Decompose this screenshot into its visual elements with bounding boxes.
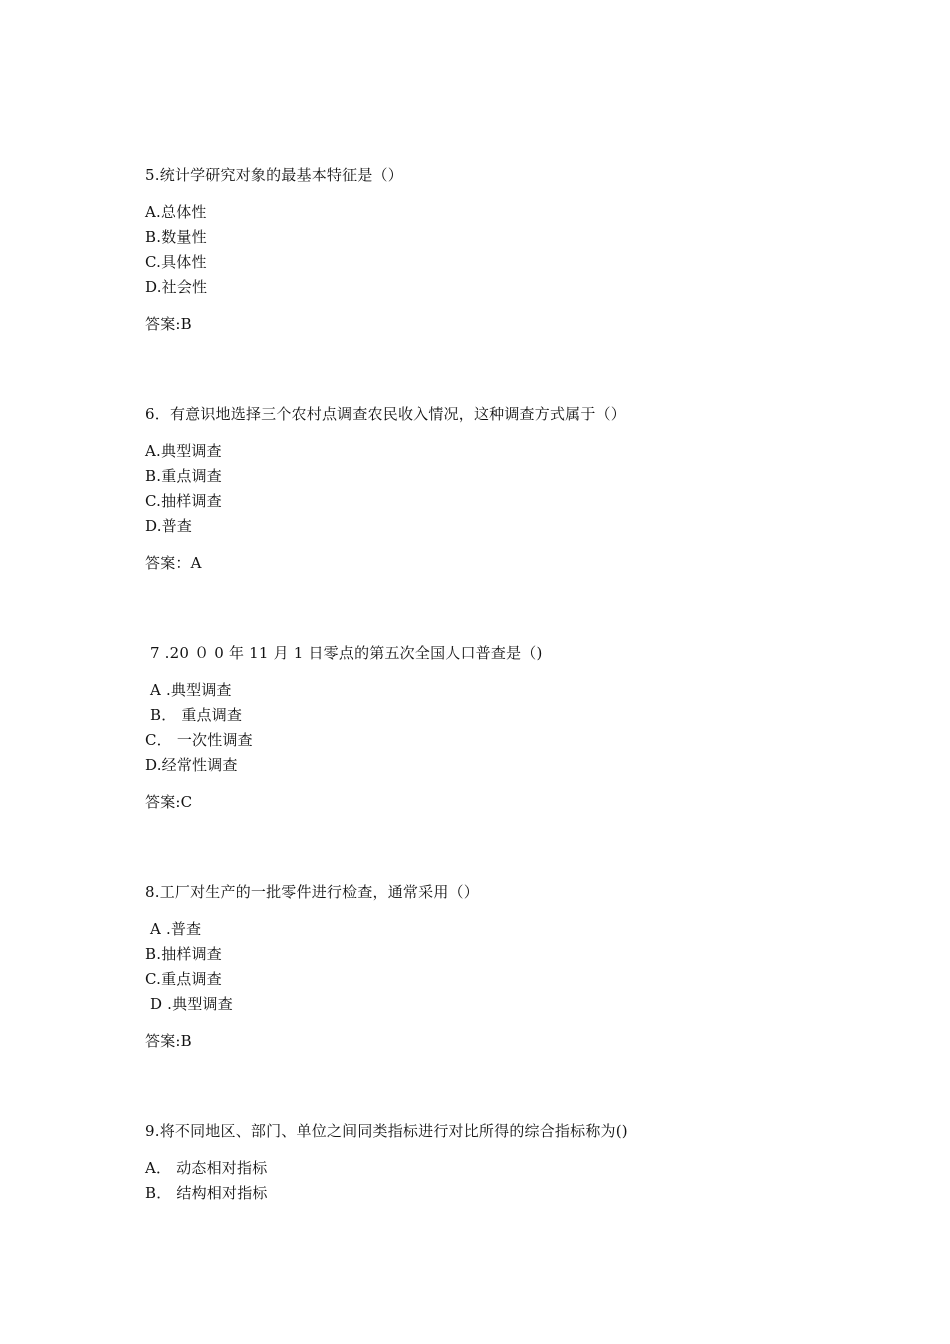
question-6-option-a: A.典型调查	[145, 442, 222, 460]
question-5-option-c: C.具体性	[145, 253, 207, 271]
question-8-stem: 8.工厂对生产的一批零件进行检查，通常采用（）	[145, 883, 479, 901]
question-8-option-a: A .普查	[145, 920, 202, 938]
question-8-answer: 答案:B	[145, 1032, 192, 1050]
question-5-option-a: A.总体性	[145, 203, 207, 221]
question-7-option-d: D.经常性调查	[145, 756, 238, 774]
question-6-option-b: B.重点调查	[145, 467, 222, 485]
question-8-option-c: C.重点调查	[145, 970, 222, 988]
question-9-stem: 9.将不同地区、部门、单位之间同类指标进行对比所得的综合指标称为()	[145, 1122, 628, 1140]
question-5-option-d: D.社会性	[145, 278, 208, 296]
question-9-option-b: B． 结构相对指标	[145, 1184, 268, 1202]
question-8-option-d: D .典型调查	[145, 995, 233, 1013]
question-7-stem: 7 .20 ０ 0 年 11 月 1 日零点的第五次全国人口普查是（)	[145, 644, 543, 662]
question-7-answer: 答案:C	[145, 793, 193, 811]
question-6-stem: 6．有意识地选择三个农村点调查农民收入情况，这种调查方式属于（）	[145, 405, 626, 423]
question-7-option-c: C． 一次性调查	[145, 731, 253, 749]
question-5-answer: 答案:B	[145, 315, 192, 333]
question-9-option-a: A． 动态相对指标	[145, 1159, 268, 1177]
question-7-option-b: B． 重点调查	[145, 706, 243, 724]
question-5-option-b: B.数量性	[145, 228, 207, 246]
question-8-option-b: B.抽样调查	[145, 945, 222, 963]
question-7-option-a: A .典型调查	[145, 681, 232, 699]
question-6-option-c: C.抽样调查	[145, 492, 222, 510]
question-6-option-d: D.普查	[145, 517, 193, 535]
question-6-answer: 答案：A	[145, 554, 202, 572]
question-5-stem: 5.统计学研究对象的最基本特征是（）	[145, 166, 403, 184]
